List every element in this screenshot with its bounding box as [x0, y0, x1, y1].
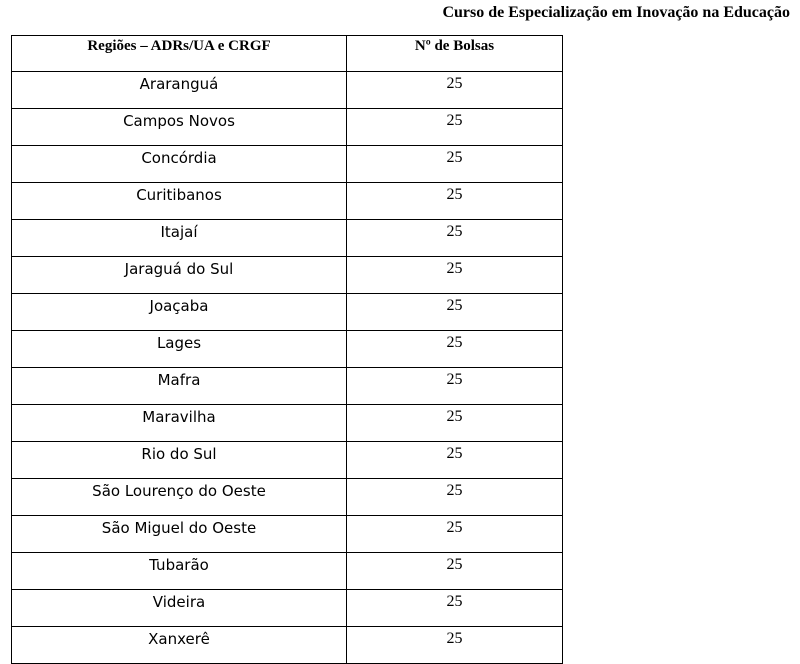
table-row — [12, 220, 563, 257]
bolsas-cell: 25 — [347, 294, 563, 331]
region-cell: Mafra — [12, 368, 347, 405]
bolsas-cell: 25 — [347, 331, 563, 368]
bolsas-cell: 25 — [347, 479, 563, 516]
table-row — [12, 442, 563, 479]
table-row — [12, 590, 563, 627]
table-body — [12, 72, 563, 664]
region-cell: Joaçaba — [12, 294, 347, 331]
table-row — [12, 627, 563, 664]
column-header-regions: Regiões – ADRs/UA e CRGF — [12, 36, 347, 72]
region-cell: Curitibanos — [12, 183, 347, 220]
bolsas-cell: 25 — [347, 183, 563, 220]
table-row — [12, 331, 563, 368]
table-row — [12, 553, 563, 590]
bolsas-cell: 25 — [347, 220, 563, 257]
region-cell: Campos Novos — [12, 109, 347, 146]
region-cell: Tubarão — [12, 553, 347, 590]
region-cell: Jaraguá do Sul — [12, 257, 347, 294]
region-cell: São Miguel do Oeste — [12, 516, 347, 553]
bolsas-cell: 25 — [347, 257, 563, 294]
table-row — [12, 72, 563, 109]
table-row — [12, 146, 563, 183]
table-row — [12, 183, 563, 220]
table-row — [12, 368, 563, 405]
bolsas-cell: 25 — [347, 405, 563, 442]
bolsas-cell: 25 — [347, 516, 563, 553]
bolsas-cell: 25 — [347, 553, 563, 590]
region-cell: São Lourenço do Oeste — [12, 479, 347, 516]
region-cell: Xanxerê — [12, 627, 347, 664]
bolsas-cell: 25 — [347, 442, 563, 479]
table-header-row — [12, 36, 563, 72]
bolsas-cell: 25 — [347, 627, 563, 664]
region-cell: Concórdia — [12, 146, 347, 183]
table-row — [12, 294, 563, 331]
region-cell: Itajaí — [12, 220, 347, 257]
table-row — [12, 405, 563, 442]
bolsas-cell: 25 — [347, 109, 563, 146]
region-cell: Araranguá — [12, 72, 347, 109]
bolsas-cell: 25 — [347, 368, 563, 405]
column-header-bolsas: Nº de Bolsas — [347, 36, 563, 72]
course-title: Curso de Especialização em Inovação na Educação — [442, 4, 790, 21]
table-row — [12, 516, 563, 553]
table-row — [12, 257, 563, 294]
bolsas-cell: 25 — [347, 72, 563, 109]
bolsas-table — [11, 35, 563, 664]
region-cell: Maravilha — [12, 405, 347, 442]
bolsas-cell: 25 — [347, 590, 563, 627]
table-row — [12, 109, 563, 146]
region-cell: Videira — [12, 590, 347, 627]
region-cell: Lages — [12, 331, 347, 368]
table-row — [12, 479, 563, 516]
region-cell: Rio do Sul — [12, 442, 347, 479]
bolsas-cell: 25 — [347, 146, 563, 183]
